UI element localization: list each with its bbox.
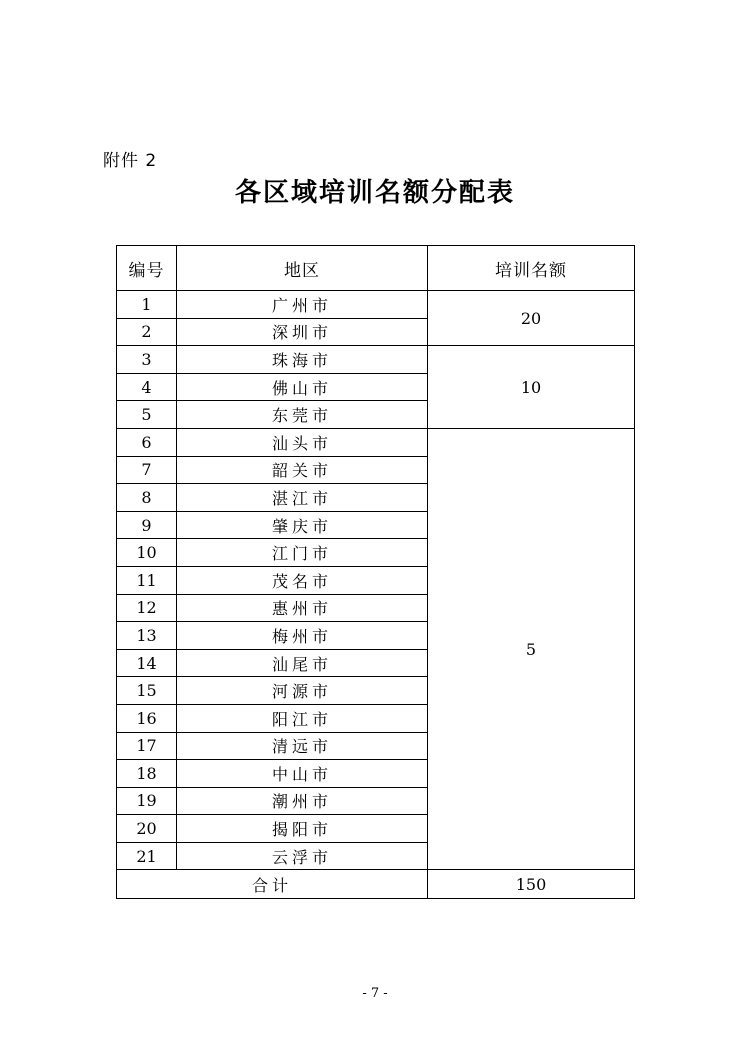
row-number: 19 bbox=[117, 787, 177, 815]
region-name: 清远市 bbox=[177, 732, 428, 760]
row-number: 2 bbox=[117, 318, 177, 346]
table-row bbox=[117, 428, 635, 456]
region-name: 汕头市 bbox=[177, 428, 428, 456]
region-name: 惠州市 bbox=[177, 594, 428, 622]
region-name: 茂名市 bbox=[177, 566, 428, 594]
row-number: 4 bbox=[117, 373, 177, 401]
row-number: 13 bbox=[117, 622, 177, 650]
region-name: 佛山市 bbox=[177, 373, 428, 401]
row-number: 11 bbox=[117, 566, 177, 594]
quota-value: 5 bbox=[428, 428, 635, 870]
row-number: 1 bbox=[117, 291, 177, 319]
row-number: 12 bbox=[117, 594, 177, 622]
attachment-label: 附件 2 bbox=[103, 151, 158, 171]
region-name: 汕尾市 bbox=[177, 649, 428, 677]
header-region: 地区 bbox=[177, 246, 428, 291]
document-title: 各区域培训名额分配表 bbox=[234, 178, 515, 208]
region-name: 东莞市 bbox=[177, 401, 428, 429]
region-name: 湛江市 bbox=[177, 484, 428, 512]
quota-value: 20 bbox=[428, 291, 635, 346]
header-quota: 培训名额 bbox=[428, 246, 635, 291]
row-number: 18 bbox=[117, 760, 177, 788]
region-name: 揭阳市 bbox=[177, 815, 428, 843]
region-name: 梅州市 bbox=[177, 622, 428, 650]
row-number: 3 bbox=[117, 346, 177, 374]
total-value: 150 bbox=[428, 870, 635, 899]
region-name: 江门市 bbox=[177, 539, 428, 567]
row-number: 16 bbox=[117, 704, 177, 732]
region-name: 肇庆市 bbox=[177, 511, 428, 539]
row-number: 9 bbox=[117, 511, 177, 539]
region-name: 中山市 bbox=[177, 760, 428, 788]
table-row bbox=[117, 291, 635, 319]
region-name: 阳江市 bbox=[177, 704, 428, 732]
region-name: 珠海市 bbox=[177, 346, 428, 374]
row-number: 20 bbox=[117, 815, 177, 843]
row-number: 14 bbox=[117, 649, 177, 677]
region-name: 广州市 bbox=[177, 291, 428, 319]
page-number: - 7 - bbox=[362, 986, 388, 1001]
table-row bbox=[117, 346, 635, 374]
region-name: 深圳市 bbox=[177, 318, 428, 346]
row-number: 5 bbox=[117, 401, 177, 429]
quota-table bbox=[116, 245, 635, 899]
row-number: 10 bbox=[117, 539, 177, 567]
row-number: 7 bbox=[117, 456, 177, 484]
row-number: 17 bbox=[117, 732, 177, 760]
table-body bbox=[117, 291, 635, 870]
total-label: 合计 bbox=[117, 870, 428, 899]
region-name: 韶关市 bbox=[177, 456, 428, 484]
row-number: 6 bbox=[117, 428, 177, 456]
region-name: 河源市 bbox=[177, 677, 428, 705]
row-number: 15 bbox=[117, 677, 177, 705]
row-number: 21 bbox=[117, 842, 177, 870]
header-no: 编号 bbox=[117, 246, 177, 291]
quota-value: 10 bbox=[428, 346, 635, 429]
table-header-row bbox=[117, 246, 635, 291]
region-name: 云浮市 bbox=[177, 842, 428, 870]
total-row bbox=[117, 870, 635, 899]
region-name: 潮州市 bbox=[177, 787, 428, 815]
row-number: 8 bbox=[117, 484, 177, 512]
